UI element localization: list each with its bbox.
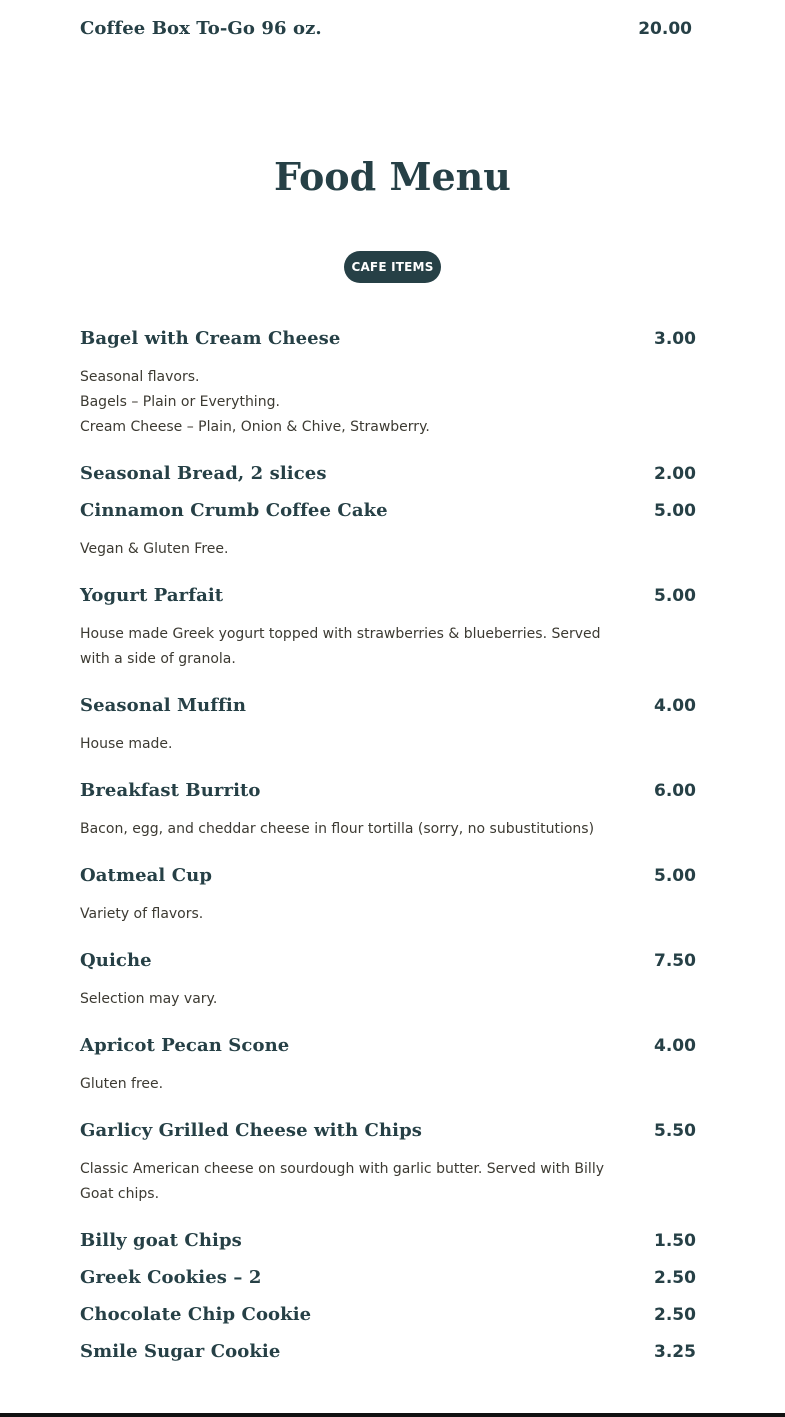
item-name: Quiche <box>80 950 152 971</box>
item-name: Breakfast Burrito <box>80 780 261 801</box>
description-line: Classic American cheese on sourdough with garlic butter. Served with Billy Goat chips. <box>80 1161 604 1202</box>
item-description <box>80 1157 610 1207</box>
item-price: 6.00 <box>654 781 696 801</box>
description-line: Cream Cheese – Plain, Onion & Chive, Strawberry. <box>80 419 430 435</box>
item-name: Chocolate Chip Cookie <box>80 1304 312 1325</box>
menu-item <box>80 950 705 1035</box>
item-description <box>80 365 610 440</box>
item-name: Yogurt Parfait <box>80 585 224 606</box>
item-description <box>80 622 610 672</box>
section-title: Food Menu <box>274 154 511 199</box>
menu-item <box>80 585 705 695</box>
item-name: Greek Cookies – 2 <box>80 1267 262 1288</box>
menu-item <box>80 780 705 865</box>
menu-item <box>80 865 705 950</box>
menu-item <box>80 328 705 463</box>
item-price: 5.50 <box>654 1121 696 1141</box>
menu-item-header <box>80 1341 705 1369</box>
item-description <box>80 1072 610 1097</box>
menu-list <box>80 328 705 1378</box>
item-price: 3.00 <box>654 329 696 349</box>
description-line: Bacon, egg, and cheddar cheese in flour tortilla (sorry, no subustitutions) <box>80 821 595 837</box>
menu-item <box>80 463 705 500</box>
item-price: 2.50 <box>654 1305 696 1325</box>
footer-divider <box>0 1413 785 1417</box>
description-line: Bagels – Plain or Everything. <box>80 394 280 410</box>
item-price: 4.00 <box>654 1036 696 1056</box>
item-name: Seasonal Muffin <box>80 695 247 716</box>
item-description <box>80 732 610 757</box>
description-line: House made Greek yogurt topped with strawberries & blueberries. Served with a side of granola. <box>80 626 601 667</box>
menu-item-header <box>80 1304 705 1332</box>
menu-item <box>80 1341 705 1378</box>
tab-cafe-items[interactable]: CAFE ITEMS <box>344 251 441 283</box>
description-line: Vegan & Gluten Free. <box>80 541 229 557</box>
description-line: Seasonal flavors. <box>80 369 200 385</box>
menu-item-header <box>80 500 705 528</box>
menu-item-coffee-box <box>80 18 692 39</box>
menu-item <box>80 1035 705 1120</box>
item-name: Bagel with Cream Cheese <box>80 328 341 349</box>
item-name: Apricot Pecan Scone <box>80 1035 290 1056</box>
description-line: House made. <box>80 736 173 752</box>
item-price: 3.25 <box>654 1342 696 1362</box>
item-name: Seasonal Bread, 2 slices <box>80 463 327 484</box>
menu-item-header <box>80 328 705 356</box>
item-description <box>80 817 610 842</box>
menu-item-header <box>80 950 705 978</box>
item-description <box>80 987 610 1012</box>
menu-item-header <box>80 1230 705 1258</box>
item-description <box>80 902 610 927</box>
item-name: Smile Sugar Cookie <box>80 1341 281 1362</box>
menu-item-header <box>80 1120 705 1148</box>
menu-item <box>80 500 705 585</box>
item-name: Coffee Box To-Go 96 oz. <box>80 18 322 39</box>
item-price: 1.50 <box>654 1231 696 1251</box>
item-name: Garlicy Grilled Cheese with Chips <box>80 1120 422 1141</box>
menu-item-header <box>80 695 705 723</box>
item-name: Billy goat Chips <box>80 1230 242 1251</box>
menu-item-header <box>80 780 705 808</box>
menu-item <box>80 1230 705 1267</box>
menu-item <box>80 1120 705 1230</box>
menu-item-header <box>80 463 705 491</box>
menu-item <box>80 1304 705 1341</box>
menu-item <box>80 1267 705 1304</box>
item-name: Cinnamon Crumb Coffee Cake <box>80 500 388 521</box>
item-price: 5.00 <box>654 866 696 886</box>
description-line: Variety of flavors. <box>80 906 204 922</box>
item-price: 4.00 <box>654 696 696 716</box>
menu-item-header <box>80 1035 705 1063</box>
item-price: 2.50 <box>654 1268 696 1288</box>
menu-item <box>80 695 705 780</box>
item-name: Oatmeal Cup <box>80 865 213 886</box>
menu-item-header <box>80 585 705 613</box>
menu-item-header <box>80 865 705 893</box>
item-price: 7.50 <box>654 951 696 971</box>
item-price: 5.00 <box>654 586 696 606</box>
description-line: Selection may vary. <box>80 991 218 1007</box>
menu-item-header <box>80 1267 705 1295</box>
item-price: 20.00 <box>638 19 692 39</box>
item-price: 2.00 <box>654 464 696 484</box>
item-description <box>80 537 610 562</box>
description-line: Gluten free. <box>80 1076 164 1092</box>
item-price: 5.00 <box>654 501 696 521</box>
